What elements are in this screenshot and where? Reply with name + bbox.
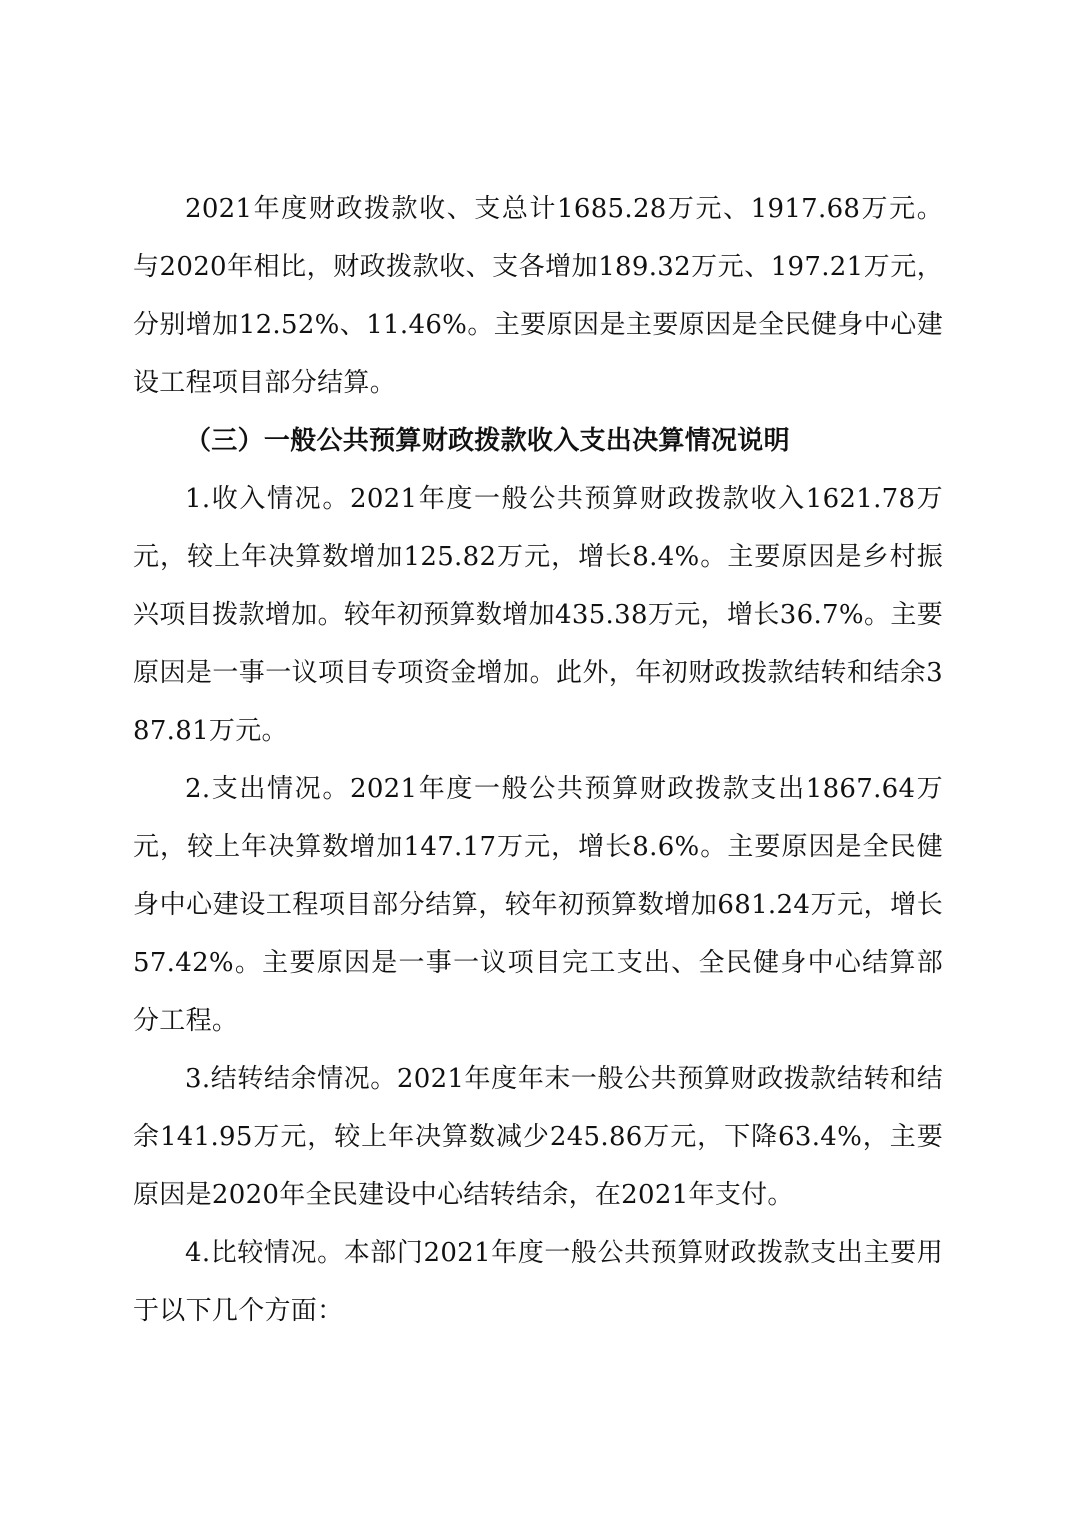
paragraph-carryover: 3.结转结余情况。2021年度年末一般公共预算财政拨款结转和结余141.95万元，较上年决算数减少245.86万元，下降63.4%，主要原因是2020年全民建设中心结转结余，在2021年支付。 — [133, 1064, 943, 1210]
paragraph-expenditure: 2.支出情况。2021年度一般公共预算财政拨款支出1867.64万元，较上年决算数增加147.17万元，增长8.6%。主要原因是全民健身中心建设工程项目部分结算，较年初预算数增加681.24万元，增长57.42%。主要原因是一事一议项目完工支出、全民健身中心结算部分工程。 — [133, 774, 943, 1036]
paragraph-comparison: 4.比较情况。本部门2021年度一般公共预算财政拨款支出主要用于以下几个方面： — [133, 1238, 943, 1326]
document-body — [133, 180, 943, 1340]
section-heading-general-budget: （三）一般公共预算财政拨款收入支出决算情况说明 — [185, 426, 790, 456]
paragraph-income: 1.收入情况。2021年度一般公共预算财政拨款收入1621.78万元，较上年决算数增加125.82万元，增长8.4%。主要原因是乡村振兴项目拨款增加。较年初预算数增加435.38万元，增长36.7%。主要原因是一事一议项目专项资金增加。此外，年初财政拨款结转和结余387.81万元。 — [133, 484, 943, 746]
paragraph-fiscal-total: 2021年度财政拨款收、支总计1685.28万元、1917.68万元。与2020年相比，财政拨款收、支各增加189.32万元、197.21万元， 分别增加12.52%、11.46%。主要原因是主要原因是全民健身中心建设工程项目部分结算。 — [133, 194, 943, 398]
